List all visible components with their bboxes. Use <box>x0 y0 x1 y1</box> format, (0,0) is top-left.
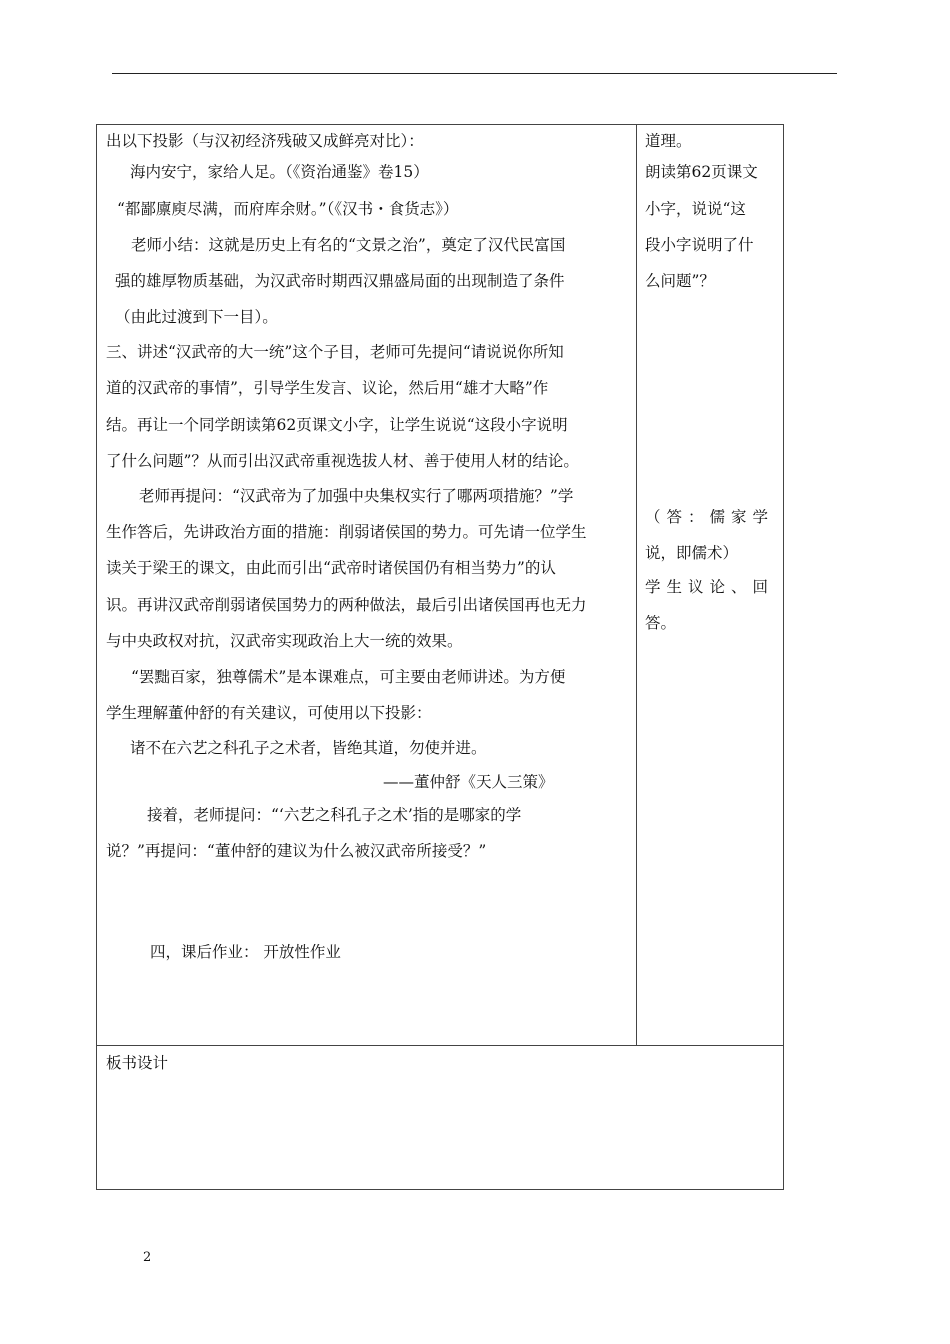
main-line: “都鄙廪庾尽满，而府库余财。”（《汉书・食货志》） <box>117 200 459 218</box>
side-line: 道理。 <box>645 132 692 150</box>
main-line: 识。再讲汉武帝削弱诸侯国势力的两种做法，最后引出诸侯国再也无力 <box>106 596 587 614</box>
side-line: （答：儒家学 <box>645 508 775 526</box>
main-line: 与中央政权对抗，汉武帝实现政治上大一统的效果。 <box>106 632 463 650</box>
board-design-label: 板书设计 <box>106 1054 169 1072</box>
page-number: 2 <box>143 1250 152 1265</box>
main-line: 道的汉武帝的事情”，引导学生发言、议论，然后用“雄才大略”作 <box>106 379 549 397</box>
main-line: 生作答后，先讲政治方面的措施：削弱诸侯国的势力。可先请一位学生 <box>106 523 587 541</box>
side-line: 小字，说说“这 <box>645 200 746 218</box>
quote-line: 诸不在六艺之科孔子之术者，皆绝其道，勿使并进。 <box>130 739 487 757</box>
main-line: 老师小结：这就是历史上有名的“文景之治”，奠定了汉代民富国 <box>131 236 566 254</box>
side-line: 学生议论、回 <box>645 578 775 596</box>
side-line: 段小字说明了什 <box>645 236 754 254</box>
main-line: “罢黜百家，独尊儒术”是本课难点，可主要由老师讲述。为方便 <box>131 668 566 686</box>
main-line: 学生理解董仲舒的有关建议，可使用以下投影： <box>106 704 432 722</box>
main-line: 海内安宁，家给人足。（《资治通鉴》卷15） <box>130 163 429 181</box>
main-line: 三、讲述“汉武帝的大一统”这个子目，老师可先提问“请说说你所知 <box>106 343 564 361</box>
quote-attribution: ——董仲舒《天人三策》 <box>383 773 554 791</box>
main-line: （由此过渡到下一目）。 <box>115 308 278 326</box>
side-line: 朗读第62页课文 <box>645 163 758 181</box>
main-line: 接着，老师提问：“‘六艺之科孔子之术’指的是哪家的学 <box>147 806 522 824</box>
main-line: 结。再让一个同学朗读第62页课文小字，让学生说说“这段小字说明 <box>106 416 568 434</box>
side-line: 么问题”？ <box>645 272 715 290</box>
side-line: 答。 <box>645 614 677 632</box>
lesson-table <box>96 124 784 1190</box>
main-line: 老师再提问：“汉武帝为了加强中央集权实行了哪两项措施？”学 <box>139 487 574 505</box>
row-divider <box>97 1045 783 1046</box>
main-line: 出以下投影（与汉初经济残破又成鲜亮对比）： <box>106 132 424 150</box>
homework-line: 四，课后作业： 开放性作业 <box>150 943 341 961</box>
column-divider <box>636 125 637 1045</box>
side-line: 说，即儒术） <box>645 544 739 562</box>
header-rule <box>112 73 837 74</box>
main-line: 了什么问题”？从而引出汉武帝重视选拔人材、善于使用人材的结论。 <box>106 452 579 470</box>
main-line: 说？”再提问：“董仲舒的建议为什么被汉武帝所接受？” <box>106 842 487 860</box>
main-line: 读关于梁王的课文，由此而引出“武帝时诸侯国仍有相当势力”的认 <box>106 559 556 577</box>
main-line: 强的雄厚物质基础，为汉武帝时期西汉鼎盛局面的出现制造了条件 <box>115 272 565 290</box>
